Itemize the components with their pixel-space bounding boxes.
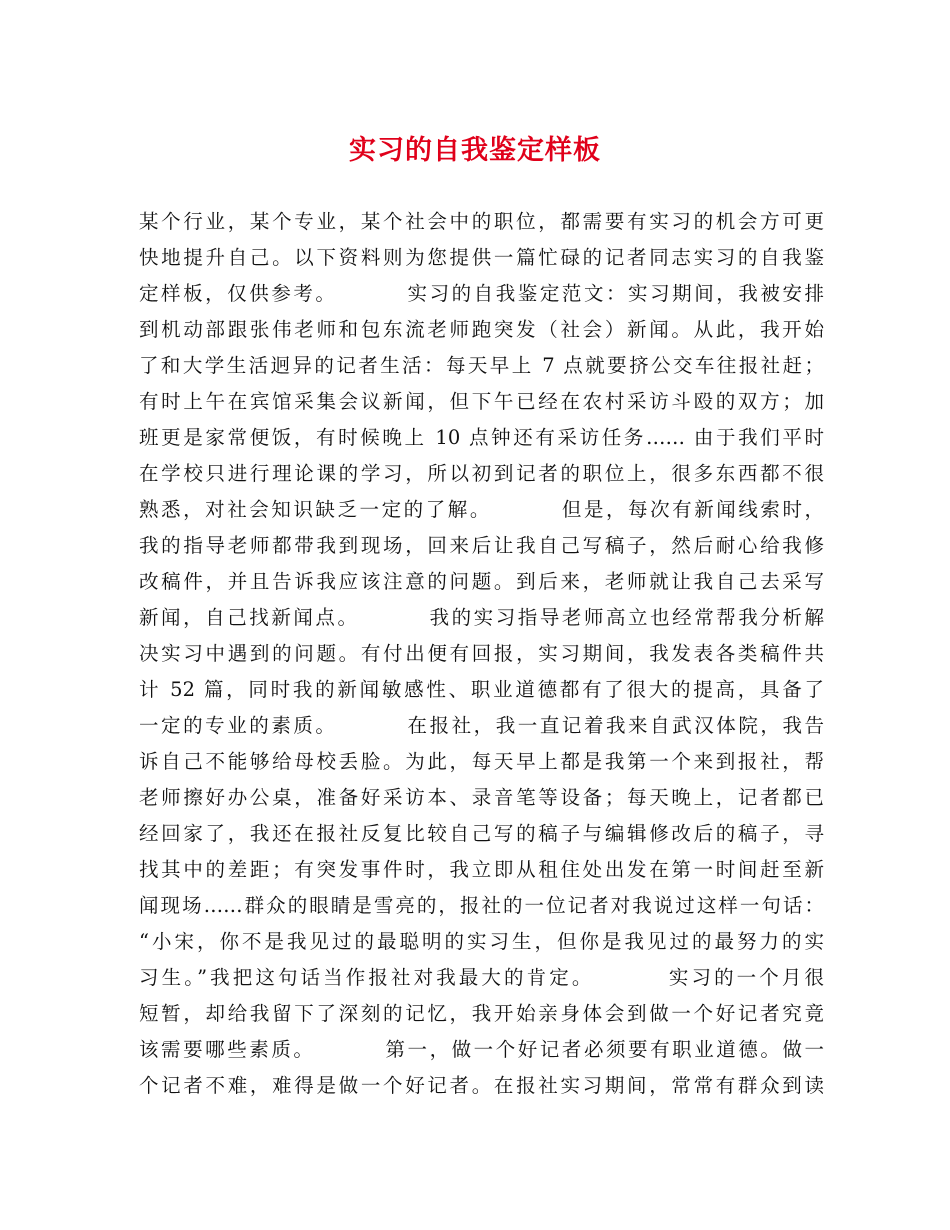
body-line: 改稿件，并且告诉我应该注意的问题。到后来，老师就让我自己去采写 <box>139 570 824 593</box>
body-line: 老师擦好办公桌，准备好采访本、录音笔等设备；每天晚上，记者都已 <box>139 786 824 809</box>
body-line: 找其中的差距；有突发事件时，我立即从租住处出发在第一时间赶至新 <box>139 858 824 881</box>
body-line: 个记者不难，难得是做一个好记者。在报社实习期间，常常有群众到读 <box>139 1074 824 1097</box>
document-title: 实习的自我鉴定样板 <box>349 135 601 166</box>
body-line: 我的指导老师都带我到现场，回来后让我自己写稿子，然后耐心给我修 <box>139 534 824 557</box>
body-line: 一定的专业的素质。 在报社，我一直记着我来自武汉体院，我告 <box>139 714 824 737</box>
body-line: 熟悉，对社会知识缺乏一定的了解。 但是，每次有新闻线索时， <box>139 498 824 521</box>
body-line: 诉自己不能够给母校丢脸。为此，每天早上都是我第一个来到报社，帮 <box>139 750 824 773</box>
body-line: 短暂，却给我留下了深刻的记忆，我开始亲身体会到做一个好记者究竟 <box>139 1002 824 1025</box>
body-line: 快地提升自己。以下资料则为您提供一篇忙碌的记者同志实习的自我鉴 <box>139 246 824 269</box>
body-line: 班更是家常便饭，有时候晚上 10 点钟还有采访任务…… 由于我们平时 <box>139 426 824 449</box>
body-line: 经回家了，我还在报社反复比较自己写的稿子与编辑修改后的稿子，寻 <box>139 822 824 845</box>
body-line: 某个行业，某个专业，某个社会中的职位，都需要有实习的机会方可更 <box>139 210 824 233</box>
body-line: 在学校只进行理论课的学习，所以初到记者的职位上，很多东西都不很 <box>139 462 824 485</box>
body-line: 闻现场……群众的眼睛是雪亮的，报社的一位记者对我说过这样一句话： <box>139 894 824 917</box>
body-line: “小宋，你不是我见过的最聪明的实习生，但你是我见过的最努力的实 <box>139 930 824 953</box>
body-line: 该需要哪些素质。 第一，做一个好记者必须要有职业道德。做一 <box>139 1038 824 1061</box>
body-line: 新闻，自己找新闻点。 我的实习指导老师高立也经常帮我分析解 <box>139 606 824 629</box>
body-line: 习生。”我把这句话当作报社对我最大的肯定。 实习的一个月很 <box>139 966 824 989</box>
body-line: 定样板，仅供参考。 实习的自我鉴定范文：实习期间，我被安排 <box>139 282 824 305</box>
body-line: 计 52 篇，同时我的新闻敏感性、职业道德都有了很大的提高，具备了 <box>139 678 824 701</box>
body-line: 有时上午在宾馆采集会议新闻，但下午已经在农村采访斗殴的双方；加 <box>139 390 824 413</box>
document-body <box>139 204 824 1104</box>
body-line: 到机动部跟张伟老师和包东流老师跑突发（社会）新闻。从此，我开始 <box>139 318 824 341</box>
body-line: 决实习中遇到的问题。有付出便有回报，实习期间，我发表各类稿件共 <box>139 642 824 665</box>
body-line: 了和大学生活迥异的记者生活：每天早上 7 点就要挤公交车往报社赶； <box>139 354 824 377</box>
